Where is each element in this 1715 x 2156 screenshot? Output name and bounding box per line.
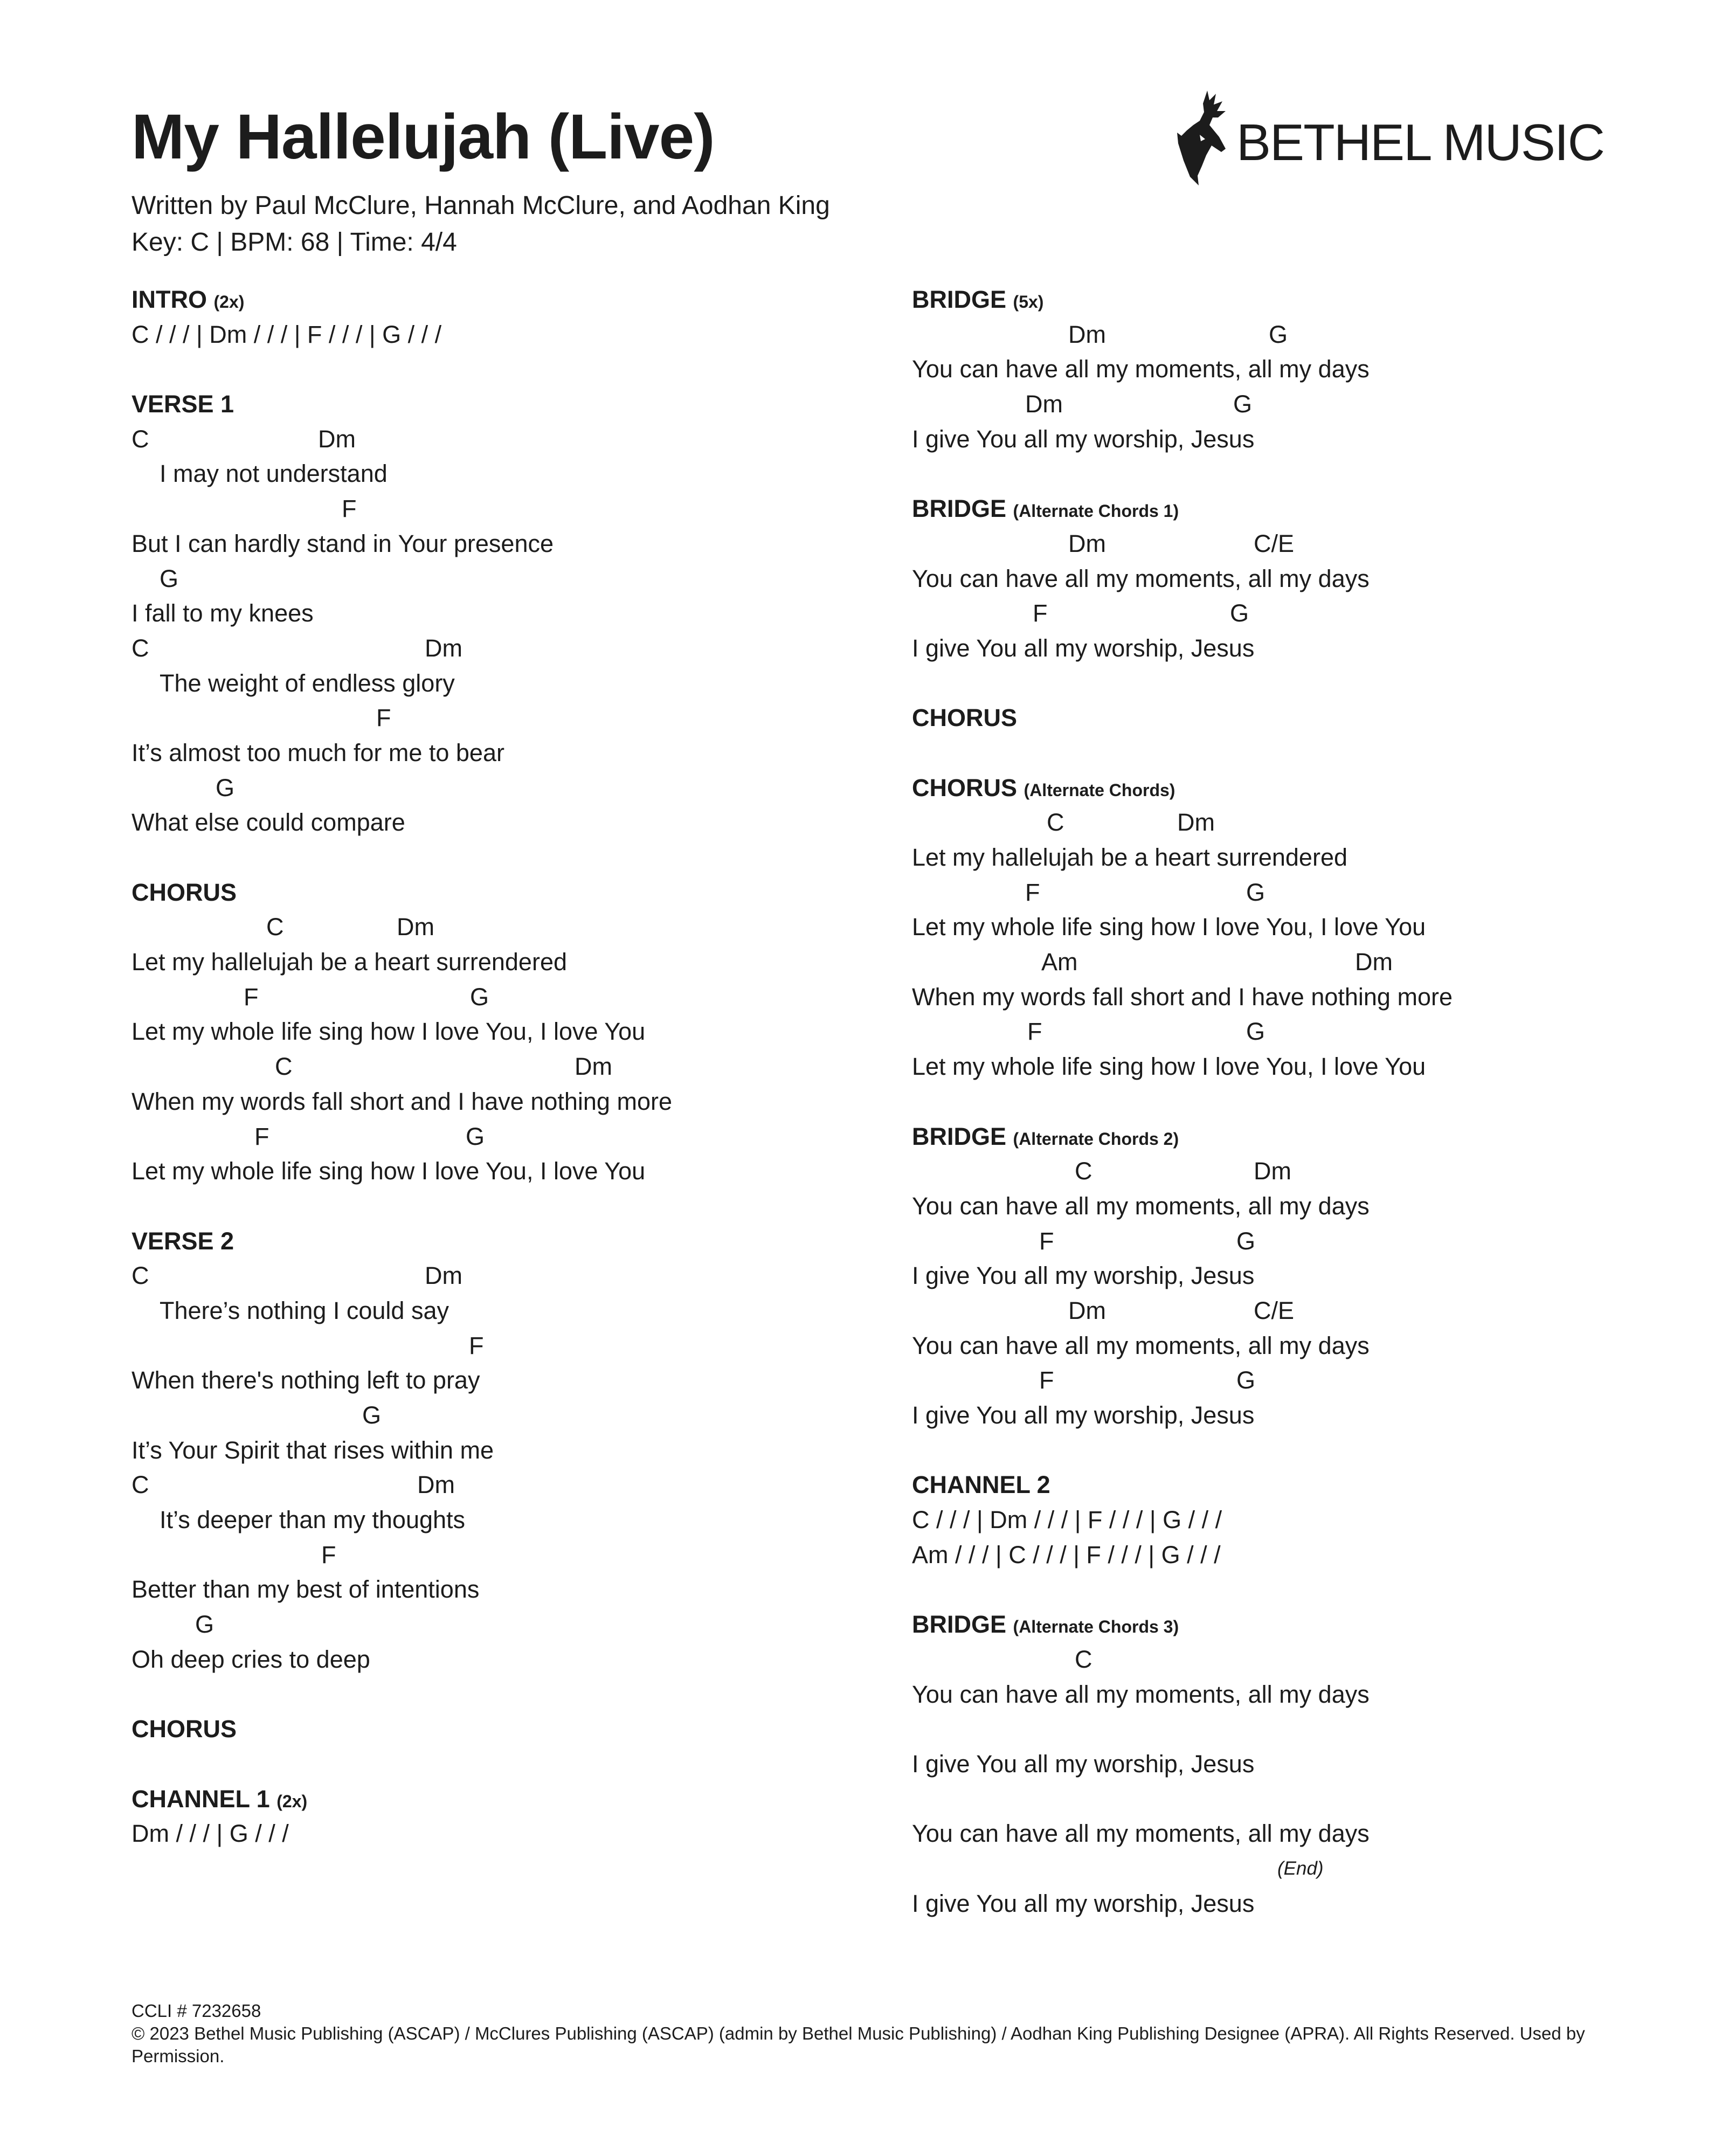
chord: G — [466, 1122, 485, 1150]
chord: Dm — [397, 913, 434, 941]
copyright-notice: © 2023 Bethel Music Publishing (ASCAP) / McClures Publishing (ASCAP) (admin by Bethel Music Publishing) / Aodhan King Publishing Designee (APRA). All Rights Reserved. Used by Permission. — [132, 2023, 1585, 2066]
lyric-line: You can have all my moments, all my days — [912, 1820, 1370, 1848]
logo-wordmark: BETHEL MUSIC — [1236, 114, 1604, 171]
lyric-line: I give You all my worship, Jesus — [912, 1262, 1255, 1290]
chord: C/E — [1254, 1296, 1295, 1324]
chord-line — [912, 1154, 1640, 1189]
chord: F — [254, 1122, 269, 1150]
chord: C/E — [1254, 529, 1295, 557]
chord: C — [132, 1262, 149, 1290]
chord: C — [1075, 1157, 1092, 1185]
spacer — [912, 1782, 1640, 1817]
lyric-line: You can have all my moments, all my days — [912, 1192, 1370, 1220]
lyric-line: Let my whole life sing how I love You, I love You — [132, 1018, 646, 1046]
chord-line — [912, 1294, 1640, 1329]
chord: F — [1027, 1018, 1042, 1046]
lyric-line: I give You all my worship, Jesus — [912, 1889, 1255, 1917]
chord-line — [132, 1538, 859, 1573]
section-header-chorus-repeat2: CHORUS — [912, 704, 1018, 732]
chord-line — [912, 1363, 1640, 1398]
chord: Dm — [417, 1471, 455, 1499]
chord: C — [1075, 1645, 1092, 1673]
chord: Am — [1041, 948, 1078, 976]
chord: F — [321, 1540, 336, 1568]
chord: G — [362, 1401, 382, 1429]
chord: Dm — [318, 425, 356, 453]
lyric-line: Better than my best of intentions — [132, 1575, 480, 1604]
chord: Dm — [1254, 1157, 1291, 1185]
lyric-line: You can have all my moments, all my days — [912, 564, 1370, 592]
lyric-line: The weight of endless glory — [160, 669, 455, 697]
lyric-line: You can have all my moments, all my days — [912, 1331, 1370, 1359]
chord: F — [1039, 1366, 1054, 1394]
spacer — [132, 1189, 859, 1224]
lyric-line: You can have all my moments, all my days — [912, 355, 1370, 383]
lyric-line: It’s almost too much for me to bear — [132, 738, 504, 766]
chord-line — [912, 317, 1640, 353]
writers-line: Written by Paul McClure, Hannah McClure, and Aodhan King — [132, 191, 830, 220]
section-header-bridge-alt1: BRIDGE (Alternate Chords 1) — [912, 495, 1179, 523]
chord-line — [132, 1329, 859, 1364]
chord: F — [1039, 1227, 1054, 1255]
ccli-number: CCLI # 7232658 — [132, 2001, 261, 2021]
chord-progression: Am / / / | C / / / | F / / / | G / / / — [912, 1540, 1221, 1568]
spacer — [912, 457, 1640, 492]
chord-line — [912, 1642, 1640, 1677]
chord-line — [132, 1398, 859, 1433]
chord: Dm — [1355, 948, 1393, 976]
section-header-channel2: CHANNEL 2 — [912, 1471, 1050, 1499]
left-column — [132, 282, 859, 1851]
section-header-channel1: CHANNEL 1 (2x) — [132, 1785, 308, 1813]
spacer — [912, 1433, 1640, 1468]
spacer — [912, 736, 1640, 771]
chord: G — [1246, 1018, 1265, 1046]
end-marker: (End) — [1277, 1857, 1324, 1879]
chord: Dm — [1177, 808, 1215, 837]
section-header-chorus-repeat: CHORUS — [132, 1715, 237, 1743]
song-meta-line: Key: C | BPM: 68 | Time: 4/4 — [132, 228, 457, 257]
spacer — [912, 1712, 1640, 1747]
spacer — [132, 1677, 859, 1712]
chord-line — [132, 1607, 859, 1642]
chord-line — [912, 1014, 1640, 1049]
section-header-chorus-alt: CHORUS (Alternate Chords) — [912, 773, 1175, 801]
lyric-line: It’s Your Spirit that rises within me — [132, 1436, 494, 1464]
spacer — [912, 1572, 1640, 1607]
lyric-line: I may not understand — [160, 460, 388, 488]
lyric-line: I give You all my worship, Jesus — [912, 1750, 1255, 1778]
song-title: My Hallelujah (Live) — [132, 101, 715, 172]
section-header-intro: INTRO (2x) — [132, 286, 245, 313]
footer — [132, 2000, 1587, 2068]
chord-progression: Dm / / / | G / / / — [132, 1820, 289, 1848]
spacer — [912, 666, 1640, 701]
spacer — [912, 1084, 1640, 1120]
chord-line — [132, 562, 859, 597]
chord-progression: C / / / | Dm / / / | F / / / | G / / / — [132, 320, 442, 348]
song-credits — [132, 188, 830, 261]
chord: C — [132, 634, 149, 662]
chord-line — [132, 771, 859, 806]
chord: Dm — [425, 1262, 462, 1290]
section-header-bridge-alt3: BRIDGE (Alternate Chords 3) — [912, 1611, 1179, 1639]
chord: Dm — [575, 1053, 612, 1081]
chord-line — [912, 805, 1640, 840]
chord-line — [912, 875, 1640, 910]
lyric-line: Let my hallelujah be a heart surrendered — [132, 948, 568, 976]
section-header-verse1: VERSE 1 — [132, 390, 234, 418]
chord: F — [342, 495, 357, 523]
section-header-bridge-alt2: BRIDGE (Alternate Chords 2) — [912, 1122, 1179, 1150]
lyric-line: Oh deep cries to deep — [132, 1645, 370, 1673]
lyric-line: Let my hallelujah be a heart surrendered — [912, 844, 1348, 871]
chord-line — [912, 945, 1640, 980]
chord: G — [195, 1611, 215, 1639]
chord: F — [1025, 878, 1040, 906]
chord: F — [376, 704, 391, 732]
chord-line — [132, 1468, 859, 1503]
lyric-line: Let my whole life sing how I love You, I love You — [912, 1053, 1426, 1081]
chord-line — [132, 980, 859, 1015]
chord-line — [132, 701, 859, 736]
chord: G — [1236, 1366, 1256, 1394]
chord: C — [275, 1053, 293, 1081]
chord: G — [470, 983, 489, 1011]
chord-line — [912, 527, 1640, 562]
chord-line — [132, 422, 859, 457]
lyric-line: There’s nothing I could say — [160, 1296, 449, 1324]
chord-line — [132, 1049, 859, 1084]
chord: G — [1246, 878, 1265, 906]
lyric-line: What else could compare — [132, 808, 405, 837]
chord-line — [912, 1224, 1640, 1259]
chord: G — [1269, 320, 1288, 348]
chord: Dm — [425, 634, 462, 662]
chord-progression: C / / / | Dm / / / | F / / / | G / / / — [912, 1506, 1222, 1534]
lyric-line: But I can hardly stand in Your presence — [132, 529, 554, 557]
lyric-line: I give You all my worship, Jesus — [912, 634, 1255, 662]
chord: Dm — [1068, 1296, 1106, 1324]
chord: Dm — [1068, 320, 1106, 348]
lyric-line: It’s deeper than my thoughts — [160, 1506, 466, 1534]
chord: F — [469, 1331, 484, 1359]
section-header-bridge: BRIDGE (5x) — [912, 286, 1044, 313]
lyric-line: Let my whole life sing how I love You, I love You — [912, 913, 1426, 941]
chord: G — [1236, 1227, 1256, 1255]
lyric-line: You can have all my moments, all my days — [912, 1680, 1370, 1708]
lyric-line: I give You all my worship, Jesus — [912, 1401, 1255, 1429]
end-marker-line — [912, 1851, 1640, 1887]
deer-head-icon — [1174, 85, 1233, 188]
section-header-verse2: VERSE 2 — [132, 1227, 234, 1255]
chord: G — [216, 773, 235, 801]
chord: G — [1233, 390, 1253, 418]
lyric-line: When my words fall short and I have nothing more — [132, 1087, 672, 1115]
bethel-music-logo — [1174, 85, 1604, 193]
section-header-chorus: CHORUS — [132, 878, 237, 906]
chord: G — [1230, 599, 1249, 627]
chord-line — [132, 1120, 859, 1155]
spacer — [132, 352, 859, 387]
chord: C — [1047, 808, 1064, 837]
chord-line — [132, 910, 859, 945]
lyric-line: Let my whole life sing how I love You, I love You — [132, 1157, 646, 1185]
chord: Dm — [1068, 529, 1106, 557]
chord-line — [912, 596, 1640, 631]
lyric-line: When my words fall short and I have nothing more — [912, 983, 1453, 1011]
chord-line — [912, 387, 1640, 422]
lyric-line: I fall to my knees — [132, 599, 314, 627]
right-column — [912, 282, 1640, 1921]
chord-line — [132, 492, 859, 527]
lyric-line: When there's nothing left to pray — [132, 1366, 480, 1394]
chord: G — [160, 564, 179, 592]
chord-line — [132, 1259, 859, 1294]
chord: C — [132, 1471, 149, 1499]
chord: Dm — [1025, 390, 1063, 418]
chord: C — [266, 913, 284, 941]
spacer — [132, 1747, 859, 1782]
chord: F — [1033, 599, 1048, 627]
spacer — [132, 840, 859, 875]
lyric-line: I give You all my worship, Jesus — [912, 425, 1255, 453]
chord: F — [244, 983, 259, 1011]
chord-line — [132, 631, 859, 666]
chord: C — [132, 425, 149, 453]
